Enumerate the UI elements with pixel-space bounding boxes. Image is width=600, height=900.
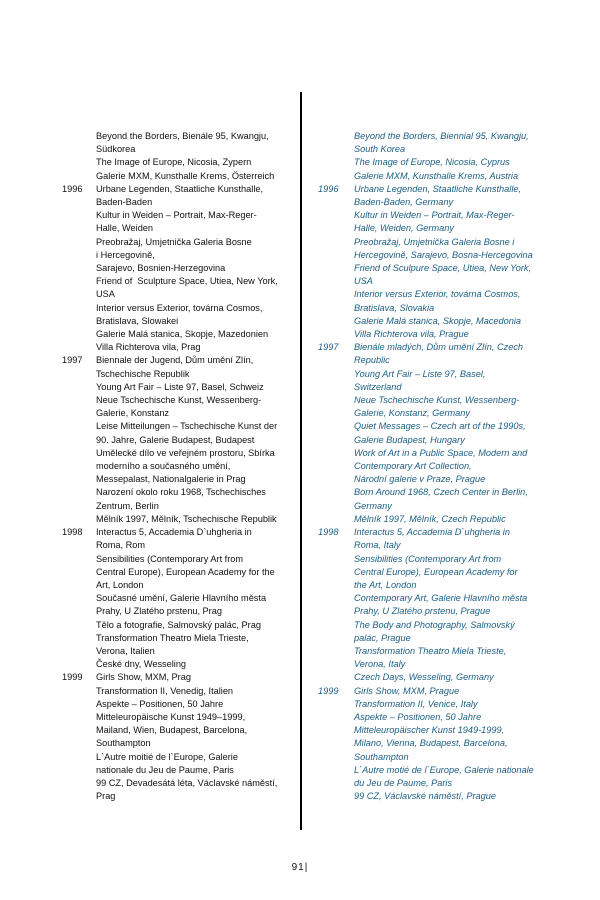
entry-line: Mitteleuropäischer Kunst 1949-1999, — [354, 725, 505, 736]
entry-line: Friend of Sculpure Space, Utiea, New York, — [354, 263, 532, 274]
entry-line: USA — [354, 276, 373, 287]
entry-line: Galerie MXM, Kunsthalle Krems, Österreich — [96, 170, 275, 181]
entry-line: the Art, London — [354, 579, 417, 590]
entry-line: i Hercegovině, — [96, 249, 155, 260]
entry-line: moderního a současného umění, — [96, 461, 231, 472]
entry-line: Kultur in Weiden – Portrait, Max-Reger- — [96, 210, 257, 221]
entry-line: Hercegovině, Sarajevo, Bosna-Hercegovina — [354, 249, 533, 260]
entry-line: Young Art Fair – Liste 97, Basel, — [354, 368, 486, 379]
entry-line: Prag — [96, 791, 116, 802]
entry-line: Contemporary Art, Galerie Hlavního města — [354, 593, 528, 604]
entry-line: Southampton — [96, 738, 151, 749]
exhibition-entry — [62, 671, 292, 803]
entry-line: Republic — [354, 355, 390, 366]
exhibitions-column-english — [318, 130, 550, 803]
entry-line: Interior versus Exterior, továrna Cosmos, — [354, 289, 521, 300]
entry-line: Girls Show, MXM, Prag — [96, 672, 191, 683]
entry-year: 1999 — [318, 685, 339, 696]
entry-line: Kultur in Weiden – Portrait, Max-Reger- — [354, 210, 515, 221]
exhibition-entry — [318, 183, 550, 341]
entry-line: Mitteleuropäische Kunst 1949–1999, — [96, 711, 246, 722]
entry-line: Villa Richterova vila, Prag — [96, 342, 201, 353]
entry-line: Südkorea — [96, 144, 136, 155]
entry-line: Central Europe), European Academy for — [354, 566, 518, 577]
entry-lines — [96, 354, 292, 526]
entry-line: Tělo a fotografie, Salmovský palác, Prag — [96, 619, 261, 630]
entry-line: The Body and Photography, Salmovský — [354, 619, 515, 630]
entry-line: Transformation II, Venedig, Italien — [96, 685, 234, 696]
entry-line: palác, Prague — [354, 632, 411, 643]
entry-line: 90. Jahre, Galerie Budapest, Budapest — [96, 434, 255, 445]
entry-line: Southampton — [354, 751, 409, 762]
entry-line: Roma, Rom — [96, 540, 146, 551]
entry-line: Quiet Messages – Czech art of the 1990s, — [354, 421, 526, 432]
exhibition-entry — [62, 183, 292, 355]
exhibition-entry — [62, 130, 292, 183]
entry-year: 1996 — [62, 183, 83, 194]
entry-year: 1997 — [62, 355, 83, 366]
entry-line: Young Art Fair – Liste 97, Basel, Schweiz — [96, 381, 264, 392]
entry-line: Neue Tschechische Kunst, Wessenberg- — [96, 395, 262, 406]
entry-line: Villa Richterova vila, Prague — [354, 329, 469, 340]
entry-line: Aspekte – Positionen, 50 Jahre — [354, 711, 482, 722]
entry-line: Beyond the Borders, Biennial 95, Kwangju, — [354, 131, 529, 141]
entry-line: Born Around 1968, Czech Center in Berlin, — [354, 487, 528, 498]
entry-line: Baden-Baden — [96, 197, 153, 208]
entry-lines — [96, 671, 292, 803]
entry-line: Urbane Legenden, Staatliche Kunsthalle, — [96, 183, 264, 194]
entry-line: Mělník 1997, Mělník, Czech Republic — [354, 513, 506, 524]
entry-line: The Image of Europe, Nicosia, Cyprus — [354, 157, 510, 168]
entry-line: Leise Mitteilungen – Tschechische Kunst der — [96, 421, 278, 432]
exhibition-entry — [62, 354, 292, 526]
entry-line: Work of Art in a Public Space, Modern and — [354, 447, 528, 458]
entry-year: 1996 — [318, 183, 339, 194]
entry-line: Beyond the Borders, Bienále 95, Kwangju, — [96, 131, 269, 141]
entry-line: Messepalast, Nationalgalerie in Prag — [96, 474, 246, 485]
entry-line: Interactus 5, Accademia D`uhgheria in — [96, 527, 252, 538]
entry-line: 99 CZ, Devadesátá léta, Václavské náměstí, — [96, 777, 278, 788]
entry-line: Halle, Weiden — [96, 223, 154, 234]
exhibition-entry — [318, 130, 550, 183]
entry-line: Verona, Italy — [354, 659, 406, 670]
entry-line: Galerie Malá stanica, Skopje, Mazedonien — [96, 329, 269, 340]
entry-line: Tschechische Republik — [96, 368, 190, 379]
entry-line: L`Autre motié de l`Europe, Galerie nationale — [354, 764, 534, 775]
entry-line: Prahy, U Zlatého prstenu, Prague — [354, 606, 491, 617]
entry-line: Aspekte – Positionen, 50 Jahre — [96, 698, 224, 709]
entry-year: 1999 — [62, 672, 83, 683]
entry-line: Galerie, Konstanz, Germany — [354, 408, 470, 419]
exhibition-entry — [318, 685, 550, 804]
entry-line: Czech Days, Wesseling, Germany — [354, 672, 494, 683]
entry-year: 1998 — [62, 527, 83, 538]
entry-line: USA — [96, 289, 115, 300]
entry-line: Biennale der Jugend, Dům umění Zlín, — [96, 355, 254, 366]
entry-line: nationale du Jeu de Paume, Paris — [96, 764, 234, 775]
entry-line: Sarajevo, Bosnien-Herzegovina — [96, 263, 226, 274]
entry-line: Roma, Italy — [354, 540, 401, 551]
entry-line: Girls Show, MXM, Prague — [354, 685, 460, 696]
entry-line: Baden-Baden, Germany — [354, 197, 454, 208]
exhibition-entry — [62, 526, 292, 671]
entry-year: 1997 — [318, 342, 339, 353]
entry-line: Zentrum, Berlin — [96, 500, 159, 511]
entry-line: Galerie Budapest, Hungary — [354, 434, 465, 445]
entry-line: Sensibilities (Contemporary Art from — [96, 553, 244, 564]
entry-line: Preobražaj, Umjetnička Galeria Bosne i — [354, 236, 515, 247]
entry-line: Galerie, Konstanz — [96, 408, 170, 419]
entry-line: Verona, Italien — [96, 645, 155, 656]
entry-line: Současné umění, Galerie Hlavního města — [96, 593, 267, 604]
entry-line: Central Europe), European Academy for the — [96, 566, 275, 577]
entry-line: Interactus 5, Accademia D`uhgheria in — [354, 527, 510, 538]
entry-line: du Jeu de Paume, Paris — [354, 777, 453, 788]
entry-lines — [354, 685, 550, 804]
entry-line: Galerie Malá stanica, Skopje, Macedonia — [354, 315, 521, 326]
entry-lines — [96, 130, 292, 183]
entry-line: Národní galerie v Praze, Prague — [354, 474, 486, 485]
entry-lines — [354, 526, 550, 684]
entry-line: Prahy, U Zlatého prstenu, Prag — [96, 606, 222, 617]
entry-line: Preobražaj, Umjetnička Galeria Bosne — [96, 236, 252, 247]
exhibition-entry — [318, 341, 550, 526]
entry-line: Transformation Theatro Miela Trieste, — [354, 645, 507, 656]
entry-lines — [354, 130, 550, 183]
entry-line: Bratislava, Slovakia — [354, 302, 435, 313]
entry-line: Bratislava, Slowakei — [96, 315, 179, 326]
entry-line: Contemporary Art Collection, — [354, 461, 472, 472]
entry-line: Halle, Weiden, Germany — [354, 223, 454, 234]
exhibition-entry — [318, 526, 550, 684]
entry-line: Neue Tschechische Kunst, Wessenberg- — [354, 395, 520, 406]
entry-line: Mailand, Wien, Budapest, Barcelona, — [96, 725, 248, 736]
entry-line: Milano, Vienna, Budapest, Barcelona, — [354, 738, 508, 749]
entry-line: The Image of Europe, Nicosia, Zypern — [96, 157, 252, 168]
entry-line: Mělník 1997, Mělník, Tschechische Republik — [96, 513, 277, 524]
entry-year: 1998 — [318, 527, 339, 538]
entry-line: Transformation II, Venice, Italy — [354, 698, 478, 709]
entry-line: Transformation Theatro Miela Trieste, — [96, 632, 249, 643]
entry-line: Narození okolo roku 1968, Tschechisches — [96, 487, 266, 498]
entry-line: Germany — [354, 500, 392, 511]
entry-line: Umělecké dílo ve veřejném prostoru, Sbírka — [96, 447, 275, 458]
entry-line: Bienále mladých, Dům umění Zlín, Czech — [354, 342, 524, 353]
exhibitions-column-german — [62, 130, 292, 803]
entry-lines — [354, 341, 550, 526]
entry-line: L`Autre moitié de l`Europe, Galerie — [96, 751, 238, 762]
entry-line: 99 CZ, Václavské náměstí, Prague — [354, 791, 496, 802]
entry-line: Galerie MXM, Kunsthalle Krems, Austria — [354, 170, 519, 181]
entry-line: Switzerland — [354, 381, 402, 392]
entry-line: Art, London — [96, 579, 144, 590]
entry-lines — [354, 183, 550, 341]
column-divider — [300, 92, 302, 830]
entry-line: České dny, Wesseling — [96, 659, 187, 670]
entry-line: Interior versus Exterior, továrna Cosmos, — [96, 302, 263, 313]
entry-line: Sensibilities (Contemporary Art from — [354, 553, 502, 564]
entry-line: South Korea — [354, 144, 406, 155]
entry-line: Friend of Sculpture Space, Utiea, New York, — [96, 276, 278, 287]
entry-lines — [96, 183, 292, 355]
page-number: 91| — [291, 862, 309, 873]
entry-lines — [96, 526, 292, 671]
entry-line: Urbane Legenden, Staatliche Kunsthalle, — [354, 183, 522, 194]
